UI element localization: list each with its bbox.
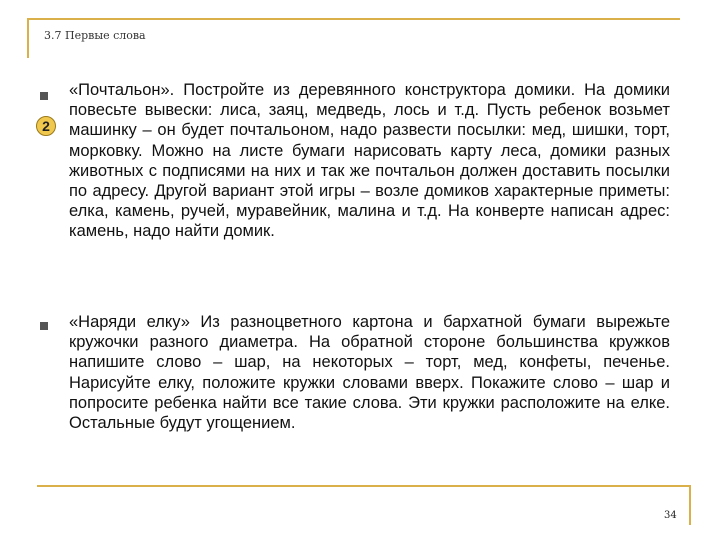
- slide-title: 3.7 Первые слова: [44, 29, 146, 42]
- number-badge: 2: [36, 116, 56, 136]
- bullet-square-icon: [40, 92, 48, 100]
- frame-right-line: [689, 485, 691, 525]
- page-number: 34: [664, 510, 677, 521]
- frame-bottom-line: [37, 485, 690, 487]
- frame-top-line: [27, 18, 680, 20]
- frame-left-line: [27, 18, 29, 58]
- bullet-square-icon: [40, 322, 48, 330]
- paragraph-postman-game: «Почтальон». Постройте из деревянного конструктора домики. На домики повесьте вывески: лиса, заяц, медведь, лось и т.д. Пусть ребенок возьмет машинку – он будет почтальоном, надо развести посылки: мед, шишки, торт, морковку. Можно на листе бумаги нарисовать карту леса, домики разных животных с подписями на них и так же почтальон должен доставить посылки по адресу. Другой вариант этой игры – возле домиков характерные приметы: елка, камень, ручей, муравейник, малина и т.д. На конверте написан адрес: камень, надо найти домик.: [69, 81, 670, 241]
- paragraph-decorate-tree-game: «Наряди елку» Из разноцветного картона и бархатной бумаги вырежьте кружочки разного диаметра. На обратной стороне большинства кружков напишите слово – шар, на некоторых – торт, мед, конфеты, печенье. Нарисуйте елку, положите кружки словами вверх. Покажите слово – шар и попросите ребенка найти все такие слова. Эти кружки расположите на елке. Остальные будут угощением.: [69, 313, 670, 433]
